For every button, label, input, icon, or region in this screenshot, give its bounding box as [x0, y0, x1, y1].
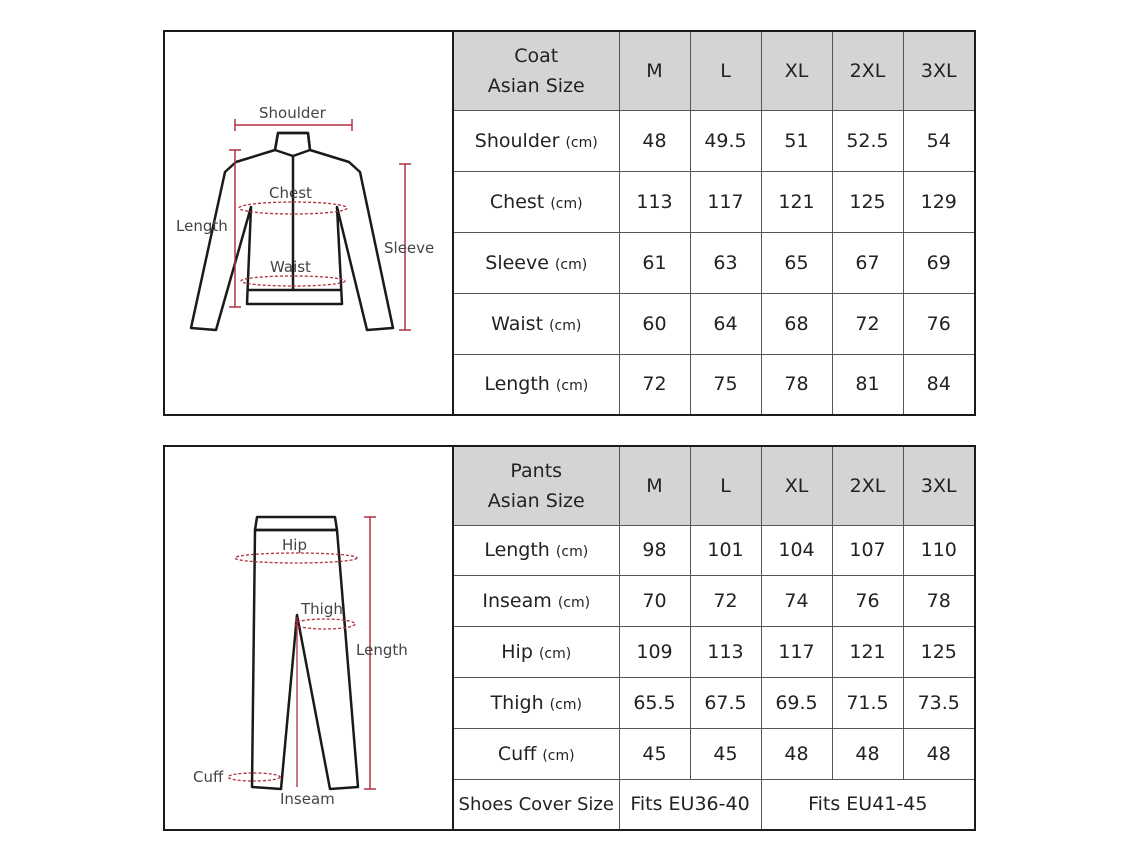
table-cell: 48 [619, 110, 690, 171]
table-cell: 72 [619, 354, 690, 414]
coat-label-length: Length [176, 217, 228, 235]
table-cell: 110 [903, 525, 974, 576]
pants-size-table [454, 447, 974, 829]
table-cell: 84 [903, 354, 974, 414]
coat-figure [165, 32, 454, 414]
table-cell: 125 [903, 627, 974, 678]
pants-diagram-icon [165, 447, 450, 829]
table-cell: 72 [690, 576, 761, 627]
pants-row-inseam [454, 576, 974, 627]
table-cell: 70 [619, 576, 690, 627]
row-label: Shoulder (cm) [454, 110, 619, 171]
pants-size-l: L [690, 447, 761, 525]
row-label: Length (cm) [454, 354, 619, 414]
row-label: Waist (cm) [454, 293, 619, 354]
table-cell: 48 [761, 728, 832, 779]
table-cell: 121 [761, 171, 832, 232]
pants-size-m: M [619, 447, 690, 525]
coat-size-xl: XL [761, 32, 832, 110]
pants-table-title: Pants Asian Size [454, 447, 619, 525]
table-cell: 48 [903, 728, 974, 779]
table-cell: 48 [832, 728, 903, 779]
pants-row-shoes [454, 779, 974, 829]
table-cell: 74 [761, 576, 832, 627]
coat-size-table [454, 32, 974, 414]
table-cell: 113 [690, 627, 761, 678]
table-cell: 71.5 [832, 678, 903, 729]
coat-row-chest [454, 171, 974, 232]
pants-label-hip: Hip [282, 536, 307, 554]
pants-row-length [454, 525, 974, 576]
table-cell: 68 [761, 293, 832, 354]
table-cell: 67.5 [690, 678, 761, 729]
table-cell: 69.5 [761, 678, 832, 729]
coat-size-m: M [619, 32, 690, 110]
table-cell: 129 [903, 171, 974, 232]
coat-row-sleeve [454, 232, 974, 293]
coat-label-waist: Waist [270, 258, 311, 276]
shoes-fit-small: Fits EU36-40 [619, 779, 761, 829]
table-cell: 104 [761, 525, 832, 576]
table-cell: 107 [832, 525, 903, 576]
table-cell: 72 [832, 293, 903, 354]
table-cell: 45 [690, 728, 761, 779]
pants-label-thigh: Thigh [301, 600, 343, 618]
coat-size-chart [163, 30, 976, 416]
coat-table-title: Coat Asian Size [454, 32, 619, 110]
pants-size-3xl: 3XL [903, 447, 974, 525]
coat-label-shoulder: Shoulder [259, 104, 326, 122]
table-cell: 67 [832, 232, 903, 293]
coat-header-row [454, 32, 974, 110]
row-label: Chest (cm) [454, 171, 619, 232]
table-cell: 78 [903, 576, 974, 627]
table-cell: 52.5 [832, 110, 903, 171]
table-cell: 65.5 [619, 678, 690, 729]
pants-label-inseam: Inseam [280, 790, 335, 808]
coat-label-chest: Chest [269, 184, 312, 202]
row-label: Inseam (cm) [454, 576, 619, 627]
coat-row-length [454, 354, 974, 414]
table-cell: 61 [619, 232, 690, 293]
row-label: Thigh (cm) [454, 678, 619, 729]
coat-label-sleeve: Sleeve [384, 239, 435, 257]
table-cell: 117 [690, 171, 761, 232]
table-cell: 73.5 [903, 678, 974, 729]
pants-row-thigh [454, 678, 974, 729]
table-cell: 121 [832, 627, 903, 678]
table-cell: 45 [619, 728, 690, 779]
table-cell: 51 [761, 110, 832, 171]
table-cell: 109 [619, 627, 690, 678]
table-cell: 65 [761, 232, 832, 293]
table-cell: 98 [619, 525, 690, 576]
row-label: Hip (cm) [454, 627, 619, 678]
table-cell: 75 [690, 354, 761, 414]
pants-figure [165, 447, 454, 829]
coat-size-l: L [690, 32, 761, 110]
table-cell: 117 [761, 627, 832, 678]
pants-size-chart [163, 445, 976, 831]
coat-size-2xl: 2XL [832, 32, 903, 110]
coat-row-shoulder [454, 110, 974, 171]
table-cell: 60 [619, 293, 690, 354]
pants-row-cuff [454, 728, 974, 779]
table-cell: 69 [903, 232, 974, 293]
table-cell: 125 [832, 171, 903, 232]
table-cell: 101 [690, 525, 761, 576]
coat-row-waist [454, 293, 974, 354]
row-label: Length (cm) [454, 525, 619, 576]
pants-size-2xl: 2XL [832, 447, 903, 525]
table-cell: 49.5 [690, 110, 761, 171]
shoes-fit-large: Fits EU41-45 [761, 779, 974, 829]
pants-size-xl: XL [761, 447, 832, 525]
table-cell: 78 [761, 354, 832, 414]
row-label: Cuff (cm) [454, 728, 619, 779]
pants-header-row [454, 447, 974, 525]
table-cell: 81 [832, 354, 903, 414]
jacket-diagram-icon [165, 32, 450, 414]
pants-row-hip [454, 627, 974, 678]
coat-size-3xl: 3XL [903, 32, 974, 110]
table-cell: 54 [903, 110, 974, 171]
table-cell: 76 [903, 293, 974, 354]
table-cell: 76 [832, 576, 903, 627]
table-cell: 113 [619, 171, 690, 232]
shoes-label: Shoes Cover Size [454, 779, 619, 829]
pants-label-length: Length [356, 641, 408, 659]
table-cell: 63 [690, 232, 761, 293]
table-cell: 64 [690, 293, 761, 354]
row-label: Sleeve (cm) [454, 232, 619, 293]
pants-label-cuff: Cuff [193, 768, 224, 786]
